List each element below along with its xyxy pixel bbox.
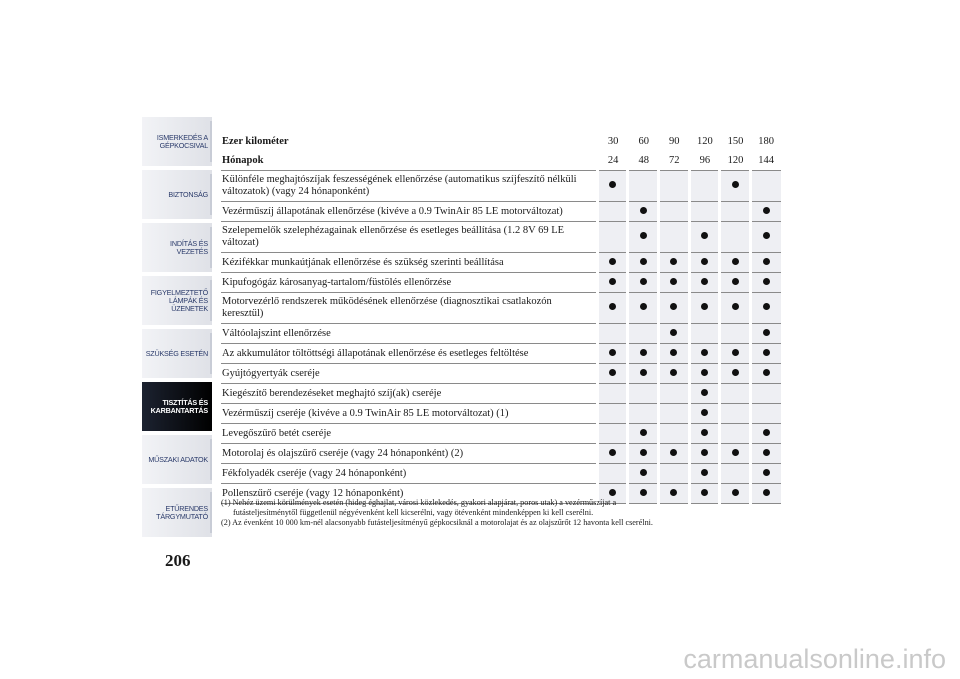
interval-cell [628, 324, 659, 344]
dot-icon [670, 329, 677, 336]
dot-icon [640, 429, 647, 436]
dot-icon [701, 258, 708, 265]
interval-cell [689, 364, 720, 384]
table-row [221, 202, 781, 222]
month-value: 120 [720, 151, 751, 171]
interval-cell [689, 293, 720, 324]
dot-icon [609, 349, 616, 356]
dot-icon [701, 449, 708, 456]
month-value: 48 [628, 151, 659, 171]
interval-cell [750, 384, 781, 404]
interval-cell [689, 444, 720, 464]
dot-icon [670, 278, 677, 285]
row-label: Kipufogógáz károsanyag-tartalom/füstölés ellenőrzése [221, 273, 597, 293]
interval-cell [659, 404, 690, 424]
row-label: Kiegészítő berendezéseket meghajtó szíj(ak) cseréje [221, 384, 597, 404]
interval-cell [659, 222, 690, 253]
tab-muszaki[interactable] [142, 435, 212, 484]
interval-cell [750, 424, 781, 444]
tab-label: FIGYELMEZTETŐ LÁMPÁK ÉS ÜZENETEK [150, 287, 208, 313]
row-label: Levegőszűrő betét cseréje [221, 424, 597, 444]
dot-icon [640, 232, 647, 239]
interval-cell [720, 202, 751, 222]
interval-cell [659, 202, 690, 222]
interval-cell [750, 364, 781, 384]
dot-icon [609, 258, 616, 265]
month-value: 72 [659, 151, 690, 171]
dot-icon [732, 489, 739, 496]
tab-figyelmezteto[interactable] [142, 276, 212, 325]
row-label: Motorvezérlő rendszerek működésének ellenőrzése (diagnosztikai csatlakozón keresztül) [221, 293, 597, 324]
watermark: carmanualsonline.info [683, 644, 946, 674]
interval-cell [689, 464, 720, 484]
interval-cell [720, 344, 751, 364]
dot-icon [763, 489, 770, 496]
row-label: Különféle meghajtószíjak feszességének ellenőrzése (automatikus szíjfeszítő nélküli változatok) (vagy 24 hónaponként) [221, 171, 597, 202]
dot-icon [670, 258, 677, 265]
interval-cell [659, 464, 690, 484]
interval-cell [597, 273, 628, 293]
table-row [221, 404, 781, 424]
tab-tisztitas[interactable] [142, 382, 212, 431]
dot-icon [763, 449, 770, 456]
interval-cell [628, 222, 659, 253]
dot-icon [763, 369, 770, 376]
interval-cell [750, 464, 781, 484]
interval-cell [659, 293, 690, 324]
page-number: 206 [165, 551, 191, 570]
interval-cell [628, 273, 659, 293]
interval-cell [597, 324, 628, 344]
table-row [221, 364, 781, 384]
tab-label: INDÍTÁS ÉS VEZETÉS [170, 238, 208, 256]
dot-icon [670, 349, 677, 356]
interval-cell [720, 464, 751, 484]
interval-cell [720, 384, 751, 404]
interval-cell [597, 253, 628, 273]
dot-icon [763, 469, 770, 476]
interval-cell [597, 464, 628, 484]
dot-icon [670, 369, 677, 376]
row-label: Vezérműszíj cseréje (kivéve a 0.9 TwinAir 85 LE motorváltozat) (1) [221, 404, 597, 424]
dot-icon [609, 303, 616, 310]
row-label: Váltóolajszint ellenőrzése [221, 324, 597, 344]
interval-cell [750, 404, 781, 424]
interval-cell [597, 171, 628, 202]
dot-icon [701, 489, 708, 496]
maintenance-table [221, 132, 781, 504]
km-value: 120 [697, 135, 713, 147]
interval-cell [659, 424, 690, 444]
table-row [221, 273, 781, 293]
table-row [221, 171, 781, 202]
interval-cell [628, 344, 659, 364]
tab-label: ETŰRENDES TÁRGYMUTATÓ [156, 503, 208, 521]
dot-icon [732, 303, 739, 310]
dot-icon [640, 258, 647, 265]
chapter-tabs [142, 117, 212, 541]
interval-cell [628, 171, 659, 202]
dot-icon [609, 449, 616, 456]
interval-cell [720, 171, 751, 202]
dot-icon [701, 409, 708, 416]
tab-szukseg[interactable] [142, 329, 212, 378]
interval-cell [659, 364, 690, 384]
interval-cell [720, 424, 751, 444]
row-label: Fékfolyadék cseréje (vagy 24 hónaponként) [221, 464, 597, 484]
interval-cell [689, 324, 720, 344]
interval-cell [750, 324, 781, 344]
interval-cell [597, 404, 628, 424]
interval-cell [597, 344, 628, 364]
dot-icon [763, 232, 770, 239]
interval-cell [659, 273, 690, 293]
tab-biztonsag[interactable] [142, 170, 212, 219]
tab-label: ISMERKEDÉS A GÉPKOCSIVAL [156, 132, 208, 150]
dot-icon [670, 303, 677, 310]
dot-icon [763, 258, 770, 265]
interval-cell [720, 404, 751, 424]
interval-cell [628, 253, 659, 273]
dot-icon [640, 207, 647, 214]
dot-icon [732, 349, 739, 356]
dot-icon [763, 429, 770, 436]
km-value: 30 [607, 135, 619, 147]
interval-cell [689, 384, 720, 404]
interval-cell [597, 384, 628, 404]
table-row [221, 253, 781, 273]
footnote-2: (2) Az évenként 10 000 km-nél alacsonyabb futásteljesítményű gépkocsiknál a motorolajat és az olajszűrőt 12 havonta kell cserélni. [221, 518, 653, 527]
dot-icon [640, 349, 647, 356]
interval-cell [750, 202, 781, 222]
dot-icon [763, 329, 770, 336]
row-label: Szelepemelők szelephézagainak ellenőrzése és esetleges beállítása (1.2 8V 69 LE változat) [221, 222, 597, 253]
interval-cell [689, 344, 720, 364]
dot-icon [640, 449, 647, 456]
interval-cell [720, 364, 751, 384]
interval-cell [597, 202, 628, 222]
interval-cell [720, 253, 751, 273]
dot-icon [609, 278, 616, 285]
tab-label: BIZTONSÁG [168, 189, 208, 199]
dot-icon [670, 489, 677, 496]
interval-cell [659, 171, 690, 202]
dot-icon [701, 232, 708, 239]
interval-cell [750, 273, 781, 293]
dot-icon [763, 278, 770, 285]
table-row [221, 344, 781, 364]
months-header: Hónapok [221, 151, 597, 171]
interval-cell [689, 202, 720, 222]
interval-cell [750, 293, 781, 324]
interval-cell [628, 364, 659, 384]
tab-label: MŰSZAKI ADATOK [148, 454, 208, 464]
interval-cell [628, 384, 659, 404]
interval-cell [750, 222, 781, 253]
table-row [221, 293, 781, 324]
months-header-row [221, 151, 781, 171]
dot-icon [732, 258, 739, 265]
dot-icon [640, 369, 647, 376]
km-header-row [221, 132, 781, 151]
footnotes [221, 498, 781, 528]
dot-icon [701, 369, 708, 376]
interval-cell [659, 344, 690, 364]
table-row [221, 222, 781, 253]
interval-cell [750, 253, 781, 273]
interval-cell [597, 364, 628, 384]
dot-icon [732, 181, 739, 188]
interval-cell [689, 253, 720, 273]
interval-cell [720, 293, 751, 324]
dot-icon [609, 369, 616, 376]
interval-cell [597, 444, 628, 464]
km-value: 180 [758, 135, 775, 147]
dot-icon [701, 469, 708, 476]
row-label: Gyújtógyertyák cseréje [221, 364, 597, 384]
table-row [221, 424, 781, 444]
dot-icon [701, 349, 708, 356]
table-row [221, 444, 781, 464]
dot-icon [670, 449, 677, 456]
dot-icon [732, 278, 739, 285]
interval-cell [720, 222, 751, 253]
interval-cell [720, 444, 751, 464]
interval-cell [628, 444, 659, 464]
dot-icon [732, 449, 739, 456]
tab-label: TISZTÍTÁS ÉS KARBANTARTÁS [150, 397, 208, 415]
table-row [221, 464, 781, 484]
interval-cell [659, 384, 690, 404]
interval-cell [750, 444, 781, 464]
interval-cell [720, 273, 751, 293]
dot-icon [640, 469, 647, 476]
table-row [221, 324, 781, 344]
row-label: Vezérműszíj állapotának ellenőrzése (kivéve a 0.9 TwinAir 85 LE motorváltozat) [221, 202, 597, 222]
footnote-1-line2: futásteljesítménytől függetlenül négyévenként kell kicserélni, vagy ötévenként mindenképpen ki kell cserélni. [233, 508, 594, 517]
dot-icon [701, 278, 708, 285]
interval-cell [659, 324, 690, 344]
tab-label: SZÜKSÉG ESETÉN [145, 348, 208, 358]
footnote-1 [221, 498, 781, 518]
interval-cell [750, 344, 781, 364]
interval-cell [597, 222, 628, 253]
dot-icon [640, 489, 647, 496]
km-value: 60 [638, 135, 649, 147]
dot-icon [701, 429, 708, 436]
tab-inditas[interactable] [142, 223, 212, 272]
row-label: Motorolaj és olajszűrő cseréje (vagy 24 hónaponként) (2) [221, 444, 597, 464]
interval-cell [597, 293, 628, 324]
interval-cell [689, 222, 720, 253]
interval-cell [689, 404, 720, 424]
interval-cell [689, 273, 720, 293]
footnote-1-line1: (1) Nehéz üzemi körülmények esetén (hideg éghajlat, városi közlekedés, gyakori alapjárat, poros utak) a vezérműszíjat a [221, 498, 617, 507]
interval-cell [597, 424, 628, 444]
dot-icon [763, 349, 770, 356]
dot-icon [701, 303, 708, 310]
interval-cell [720, 324, 751, 344]
dot-icon [763, 303, 770, 310]
dot-icon [609, 489, 616, 496]
tab-targymutato[interactable] [142, 488, 212, 537]
km-value: 150 [727, 135, 744, 147]
row-label: Pollenszűrő cseréje (vagy 12 hónaponként) [221, 484, 597, 504]
interval-cell [628, 202, 659, 222]
dot-icon [609, 181, 616, 188]
dot-icon [640, 303, 647, 310]
dot-icon [732, 369, 739, 376]
interval-cell [628, 464, 659, 484]
km-value: 90 [669, 135, 680, 147]
dot-icon [763, 207, 770, 214]
interval-cell [628, 293, 659, 324]
interval-cell [628, 404, 659, 424]
interval-cell [689, 424, 720, 444]
month-value: 96 [689, 151, 720, 171]
interval-cell [659, 253, 690, 273]
tab-ismerkedes[interactable] [142, 117, 212, 166]
table-row [221, 384, 781, 404]
km-header: Ezer kilométer [222, 135, 289, 147]
row-label: Az akkumulátor töltöttségi állapotának ellenőrzése és esetleges feltöltése [221, 344, 597, 364]
dot-icon [640, 278, 647, 285]
interval-cell [628, 424, 659, 444]
month-value: 24 [597, 151, 628, 171]
dot-icon [701, 389, 708, 396]
interval-cell [659, 444, 690, 464]
row-label: Kézifékkar munkaútjának ellenőrzése és szükség szerinti beállítása [221, 253, 597, 273]
month-value: 144 [750, 151, 781, 171]
interval-cell [689, 171, 720, 202]
interval-cell [750, 171, 781, 202]
